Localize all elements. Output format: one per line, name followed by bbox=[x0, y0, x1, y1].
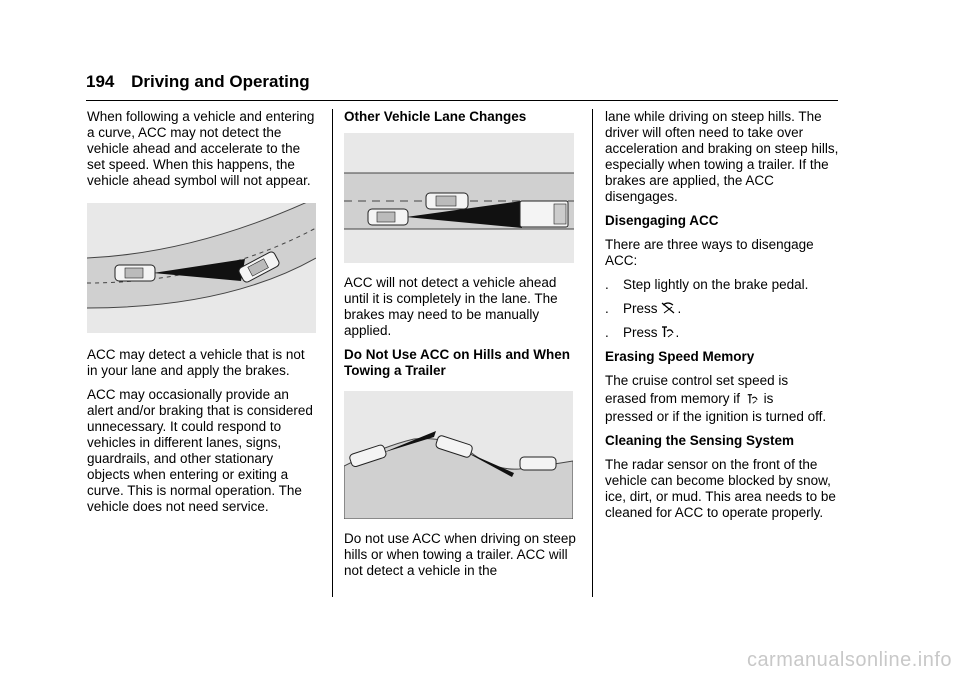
page-number: 194 bbox=[86, 72, 115, 91]
page-header bbox=[86, 72, 310, 92]
paragraph: ACC will not detect a vehicle ahead until it is completely in the lane. The brakes may need to be manually applied. bbox=[344, 275, 558, 338]
merging-car bbox=[426, 193, 468, 209]
paragraph: ACC may detect a vehicle that is not in your lane and apply the brakes. bbox=[87, 347, 305, 378]
host-car bbox=[115, 265, 155, 281]
host-car bbox=[368, 209, 408, 225]
paragraph: pressed or if the ignition is turned off. bbox=[605, 409, 827, 424]
paragraph: ACC may occasionally provide an alert and/or braking that is considered unnecessary. It could respond to vehicles in different lanes, signs, guardrails, and other stationary objects when entering or exiting a curve. This is normal operation. The vehicle does not need service. bbox=[87, 387, 313, 514]
subheading: Disengaging ACC bbox=[605, 213, 719, 228]
paragraph: There are three ways to disengage ACC: bbox=[605, 237, 814, 268]
hill-illustration bbox=[344, 391, 573, 519]
truck bbox=[520, 201, 568, 227]
paragraph: When following a vehicle and entering a curve, ACC may not detect the vehicle ahead and accelerate to the set speed. When this happens, the vehicle ahead symbol will not appear. bbox=[87, 109, 315, 188]
subheading: Do Not Use ACC on Hills and When Towing a Trailer bbox=[344, 347, 570, 378]
paragraph: lane while driving on steep hills. The driver will often need to take over acceleration and braking on steep hills, especially when towing a trailer. If the brakes are applied, the ACC disengages. bbox=[605, 109, 839, 204]
lead-car bbox=[520, 457, 556, 470]
paragraph: erased from memory if is bbox=[605, 391, 774, 406]
section-title: Driving and Operating bbox=[131, 72, 310, 91]
list-item: . Press . bbox=[605, 301, 682, 316]
cruise-on-off-icon bbox=[746, 392, 758, 406]
cruise-on-off-icon bbox=[660, 325, 674, 339]
header-rule bbox=[86, 100, 838, 101]
list-item: . Step lightly on the brake pedal. bbox=[605, 277, 809, 292]
lane-change-illustration bbox=[344, 133, 574, 263]
paragraph: Do not use ACC when driving on steep hills or when towing a trailer. ACC will not detect a vehicle in the bbox=[344, 531, 576, 578]
curve-illustration bbox=[87, 203, 316, 333]
watermark: carmanualsonline.info bbox=[746, 649, 952, 671]
column-2 bbox=[344, 109, 576, 587]
column-3 bbox=[605, 109, 841, 529]
subheading: Other Vehicle Lane Changes bbox=[344, 109, 527, 124]
paragraph: The radar sensor on the front of the vehicle can become blocked by snow, ice, dirt, or mud. This area needs to be cleaned for ACC to operate properly. bbox=[605, 457, 836, 520]
column-1 bbox=[87, 109, 317, 523]
subheading: Erasing Speed Memory bbox=[605, 349, 755, 364]
column-divider-1 bbox=[332, 109, 333, 597]
column-divider-2 bbox=[592, 109, 593, 597]
cruise-cancel-icon bbox=[660, 301, 676, 315]
paragraph: The cruise control set speed is bbox=[605, 373, 789, 388]
subheading: Cleaning the Sensing System bbox=[605, 433, 795, 448]
list-item: . Press . bbox=[605, 325, 680, 340]
